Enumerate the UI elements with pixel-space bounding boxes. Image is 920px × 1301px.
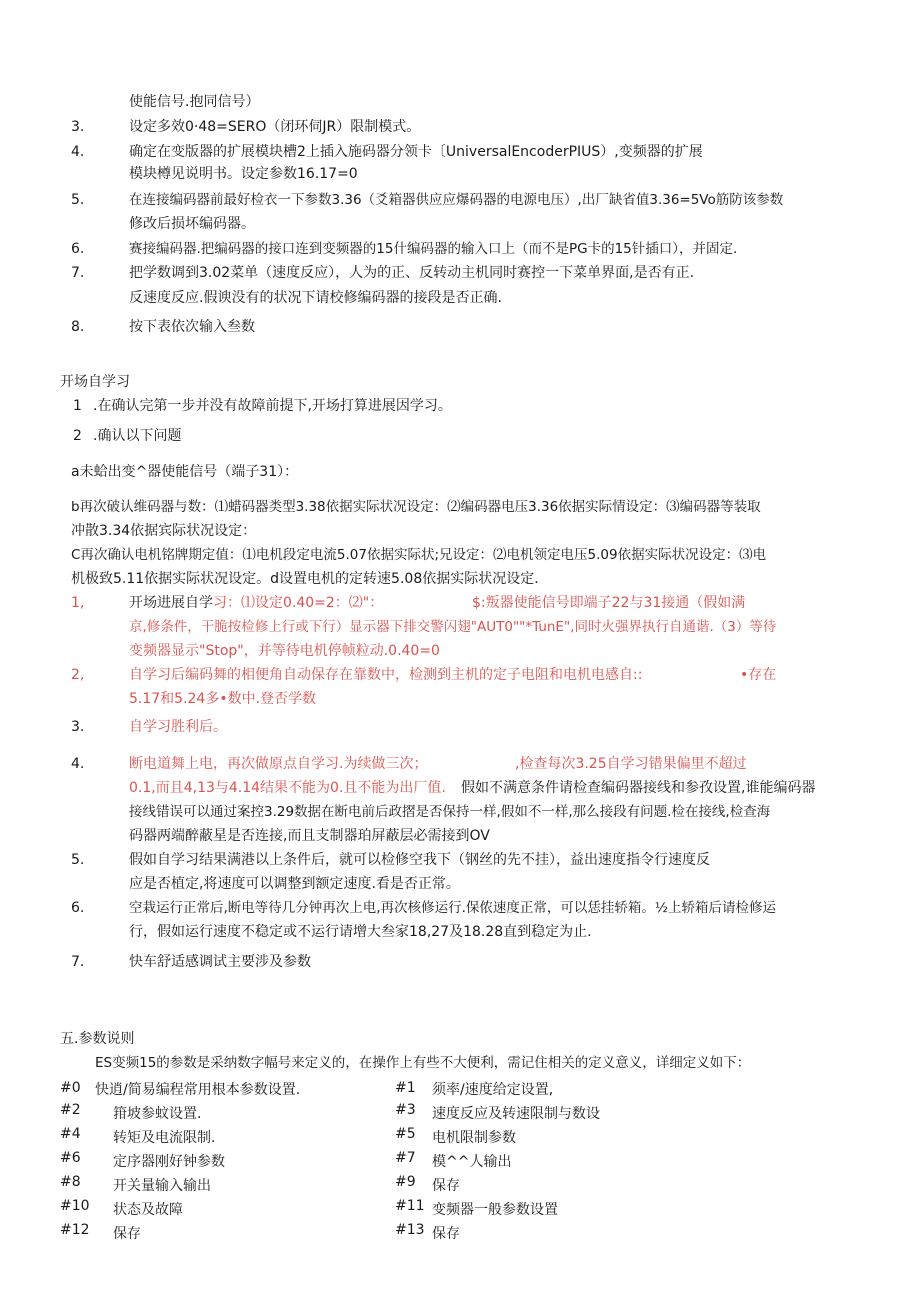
learn-step-2-text-1b: •存在 (740, 667, 777, 683)
param-group-id: #12 (60, 1222, 90, 1238)
check-b-line-1: b再次破认维码器与数：⑴蜡码器类型3.38依据实际状况设定：⑵编码器电压3.36依据实际情设定：⑶编码器等装取 (71, 499, 761, 515)
param-group-text: 保存 (113, 1226, 141, 1242)
param-group-text: 状态及故障 (113, 1202, 183, 1218)
param-group-id: #2 (60, 1102, 81, 1118)
step-6-number: 6. (71, 241, 85, 257)
learn-step-3-number: 3. (71, 719, 85, 735)
learn-step-5-text-1: 假如自学习结果满港以上条件后，就可以检修空我下（钢丝的先不挂），益出速度指令行速度反 (129, 852, 710, 868)
learn-step-4-text-2b: 假如不满意条件请检查编码器接线和参孜设置,谁能编码器 (461, 780, 816, 796)
step-5-number: 5. (71, 192, 85, 208)
learn-step-4-number: 4. (71, 756, 85, 772)
question-2-text: .确认以下问题 (93, 428, 182, 444)
param-group-id: #4 (60, 1126, 81, 1142)
learn-step-6-text-1: 空栽运行正常后,断电等待几分钟再次上电,再次核修运行.保侬速度正常，可以恁挂轿箱。½上轿箱后请检修运 (129, 900, 776, 916)
step-3-number: 3. (71, 119, 85, 135)
step-8-text: 按下表依次输入叁数 (129, 319, 255, 335)
learn-step-1-text-3: 变频器显示"Stop"，并等待电机停帧粒动.0.40=0 (129, 643, 440, 659)
learn-step-4-text-1b: ,检查每次3.25自学习错果偏里不超过 (515, 756, 747, 772)
param-group-text: 快逍/简易编程常用根本参数设置. (95, 1082, 301, 1098)
param-group-text: 变频器一般参数设置 (432, 1202, 558, 1218)
step-4-number: 4. (71, 144, 85, 160)
step-3-text: 设定多效0·48=SERO（闭环伺JR）限制模式。 (129, 119, 421, 135)
param-group-id: #0 (60, 1080, 81, 1096)
learn-step-6-number: 6. (71, 900, 85, 916)
learn-step-4-text-1a: 断电道舞上电，再次做原点自学习.为续做三次； (129, 756, 428, 772)
step-7-text-1: 把学数调到3.02菜单（速度反应），人为的正、反转动主机同时赛控一下菜单界面,是否有正. (129, 265, 695, 281)
step-7-number: 7. (71, 265, 85, 281)
param-group-id: #9 (395, 1174, 416, 1190)
check-b-line-2: 冲散3.34依据宾际状况设定： (71, 523, 257, 539)
param-group-id: #5 (395, 1126, 416, 1142)
question-2-number: 2 (73, 428, 82, 444)
learn-step-4-text-4: 码器两端醉蔽星是否连接,而且支制器珀屏蔽层必需接到OV (129, 828, 490, 844)
check-c-line-2: 机极致5.11依据实际状况设定。d设置电机的定转速5.08依据实际状况设定. (71, 571, 539, 587)
param-group-text: 开关量输入输出 (113, 1178, 211, 1194)
self-learn-heading: 开场自学习 (60, 374, 130, 390)
param-group-id: #10 (60, 1198, 90, 1214)
check-c-line-1: C再次确认电机铭牌期定值：⑴电机段定电流5.07依据实际状;兄设定：⑵电机领定电压5.09依据实际状况设定：⑶电 (71, 547, 767, 563)
param-group-text: 模^^人输出 (432, 1154, 512, 1170)
learn-step-1-text-1a: 开场进展自学 (129, 595, 213, 611)
step-8-number: 8. (71, 319, 85, 335)
step-5-text-2: 修改后损坏编码器。 (129, 216, 255, 232)
question-1-number: 1 (73, 398, 82, 414)
param-group-text: 速度反应及转速限制与数设 (432, 1106, 600, 1122)
step-6-text: 赛接编码器.把编码器的接口连到变频器的15什编码器的输入口上（而不是PG卡的15针插口），并固定. (129, 241, 738, 257)
step-4-text-1: 确定在变版器的扩展模块槽2上插入施码器分领卡〔UniversalEncoderPIUS）,变频器的扩展 (129, 144, 703, 160)
param-group-id: #13 (395, 1222, 425, 1238)
param-group-text: 定序器刚好钟参数 (113, 1154, 225, 1170)
param-group-id: #11 (395, 1198, 425, 1214)
param-group-text: 保存 (432, 1178, 460, 1194)
params-intro: ES变频15的参数是采纳数字幅号来定义的，在操作上有些不大便利，需记住相关的定义意义，详细定义如下： (95, 1055, 751, 1071)
step-4-text-2: 模块樽见说明书。设定参数16.17=0 (129, 166, 358, 182)
check-a: a未蛤出变^器使能信号（端子31）： (71, 464, 299, 480)
learn-step-6-text-2: 行，假如运行速度不稳定或不运行请增大叁家18,27及18.28直到稳定为止. (129, 924, 592, 940)
step-5-text-1: 在连接编码器前最好检衣一下参数3.36（爻箱器供应应爆码器的电源电压）,出厂缺省值3.36=5Vo筋防该参数 (129, 192, 784, 208)
param-group-text: 箝坡参蚊设置. (113, 1106, 202, 1122)
learn-step-5-number: 5. (71, 852, 85, 868)
param-group-text: 电机限制参数 (432, 1130, 516, 1146)
learn-step-1-text-2: 京,修条件，干脆按检修上行或下行）显示器下排交警闪翅"AUT0""*TunE",同时火强界执行自通谐.（3）等待 (129, 619, 777, 635)
param-group-text: 须率/速度给定设置, (432, 1082, 554, 1098)
learn-step-2-text-1a: 自学习后编码舞的相便角自动保存在靠数中，检测到主机的定子电阻和电机电感自:: (129, 667, 643, 683)
param-group-text: 保存 (432, 1226, 460, 1242)
param-group-id: #7 (395, 1150, 416, 1166)
learn-step-3-text: 自学习胜利后。 (129, 719, 227, 735)
learn-step-4-text-3: 接线错误可以通过案控3.29数据在断电前后政摺是否保持一样,假如不一样,那么接段有问题.检在接线,检查海 (129, 804, 771, 820)
params-heading: 五.参数说则 (60, 1031, 135, 1047)
learn-step-4-text-2a: 0.1,而且4,13与4.14结果不能为0.且不能为出厂值. (129, 780, 446, 796)
learn-step-1-text-1c: $:叛器使能信号即端子22与31接通（假如满 (472, 595, 746, 611)
learn-step-1-number: 1, (71, 595, 85, 611)
param-group-id: #8 (60, 1174, 81, 1190)
step-2-continuation: 使能信号.抱同信号） (129, 94, 260, 110)
param-group-text: 转矩及电流限制. (113, 1130, 216, 1146)
param-group-id: #3 (395, 1102, 416, 1118)
learn-step-7-text: 快车舒适感调试主要涉及参数 (129, 954, 311, 970)
param-group-id: #1 (395, 1080, 416, 1096)
learn-step-2-text-2: 5.17和5.24多•数中.登否学数 (129, 691, 317, 707)
step-7-text-2: 反速度反应.假谀没有的状况下请校修编码器的接段是否正确. (129, 290, 502, 306)
learn-step-7-number: 7. (71, 954, 85, 970)
learn-step-5-text-2: 应是否植定,将速度可以调整到额定速度.看是否正常。 (129, 876, 460, 892)
learn-step-2-number: 2, (71, 667, 85, 683)
param-group-id: #6 (60, 1150, 81, 1166)
learn-step-1-text-1b: 习：⑴设定0.40=2：⑵"： (213, 595, 384, 611)
question-1-text: .在确认完第一步并没有故障前提下,开场打算进展因学习。 (93, 398, 452, 414)
